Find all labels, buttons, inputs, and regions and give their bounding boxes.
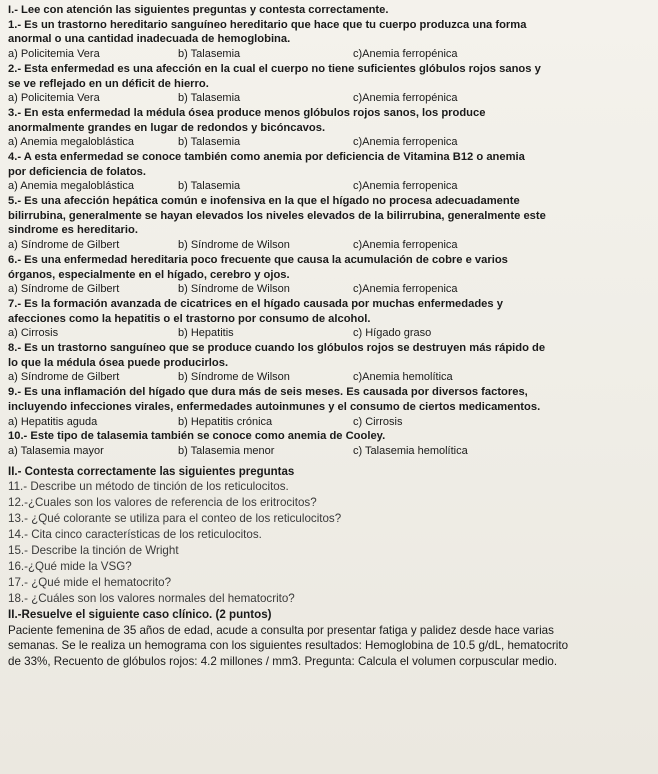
option-c: c)Anemia ferropenica: [353, 180, 458, 193]
question-text: incluyendo infecciones virales, enfermedades autoinmunes y el consumo de ciertos medicamentos.: [8, 400, 541, 413]
question-text: 6.- Es una enfermedad hereditaria poco frecuente que causa la acumulación de cobre e varios: [8, 253, 508, 266]
open-question: 14.- Cita cinco características de los reticulocitos.: [8, 528, 262, 542]
question-text: 7.- Es la formación avanzada de cicatrices en el hígado causada por muchas enfermedades y: [8, 297, 503, 310]
option-a: a) Talasemia mayor: [8, 444, 104, 457]
option-b: b) Talasemia menor: [178, 444, 275, 457]
answer-options: [8, 282, 648, 297]
option-b: b) Talasemia: [178, 48, 241, 61]
answer-options: [8, 91, 648, 106]
option-b: b) Talasemia: [178, 136, 241, 149]
question-text: 8.- Es un trastorno sanguíneo que se produce cuando los glóbulos rojos se destruyen más rápido de: [8, 342, 546, 355]
clinical-case-text: [8, 623, 648, 670]
open-questions-list: [8, 479, 648, 607]
question-text: 10.- Este tipo de talasemia también se conoce como anemia de Cooley.: [8, 430, 386, 443]
question-block: [8, 150, 648, 194]
option-a: a) Cirrosis: [8, 327, 59, 340]
question-block: [8, 253, 648, 297]
question-block: [8, 341, 648, 385]
option-c: c)Anemia ferropénica: [353, 92, 458, 105]
option-b: b) Síndrome de Wilson: [178, 371, 290, 384]
question-text: lo que la médula ósea puede producirlos.: [8, 356, 229, 369]
option-c: c) Talasemia hemolítica: [353, 444, 468, 457]
option-b: b) Síndrome de Wilson: [178, 239, 290, 252]
answer-options: [8, 370, 648, 385]
section1-heading: I.- Lee con atención las siguientes preguntas y contesta correctamente.: [8, 4, 389, 16]
question-text: 2.- Esta enfermedad es una afección en la cual el cuerpo no tiene suficientes glóbulos rojos sanos y: [8, 62, 541, 75]
option-b: b) Hepatitis crónica: [178, 415, 273, 428]
question-text: por deficiencia de folatos.: [8, 165, 147, 178]
section2-heading: II.- Contesta correctamente las siguientes preguntas: [8, 465, 295, 478]
question-block: [8, 385, 648, 429]
open-question: 16.-¿Qué mide la VSG?: [8, 560, 132, 574]
option-b: b) Talasemia: [178, 180, 241, 193]
question-text: 5.- Es una afección hepática común e inofensiva en la que el hígado no procesa adecuadamente: [8, 195, 520, 208]
option-a: a) Policitemia Vera: [8, 48, 100, 61]
answer-options: [8, 47, 648, 62]
case-line: de 33%, Recuento de glóbulos rojos: 4.2 millones / mm3. Pregunta: Calcula el volumen corpuscular medio.: [8, 654, 558, 668]
question-block: [8, 18, 648, 62]
option-c: c)Anemia ferropenica: [353, 283, 458, 296]
answer-options: [8, 135, 648, 150]
option-a: a) Policitemia Vera: [8, 92, 100, 105]
option-c: c) Hígado graso: [353, 327, 432, 340]
multiple-choice-questions: [8, 18, 648, 459]
question-block: [8, 62, 648, 106]
open-question: 11.- Describe un método de tinción de los reticulocitos.: [8, 480, 289, 494]
option-c: c) Cirrosis: [353, 415, 403, 428]
open-question: 17.- ¿Qué mide el hematocrito?: [8, 576, 172, 590]
question-text: anormalmente grandes en lugar de redondos y bicóncavos.: [8, 121, 326, 134]
answer-options: [8, 415, 648, 430]
question-text: 3.- En esta enfermedad la médula ósea produce menos glóbulos rojos sanos, los produce: [8, 106, 486, 119]
open-question: 15.- Describe la tinción de Wright: [8, 544, 179, 558]
section3-heading: II.-Resuelve el siguiente caso clínico. (2 puntos): [8, 608, 272, 622]
answer-options: [8, 326, 648, 341]
option-a: a) Hepatitis aguda: [8, 415, 98, 428]
question-text: anormal o una cantidad inadecuada de hemoglobina.: [8, 33, 291, 46]
answer-options: [8, 444, 648, 459]
question-text: sindrome es hereditario.: [8, 224, 138, 237]
option-c: c)Anemia ferropénica: [353, 48, 458, 61]
option-b: b) Talasemia: [178, 92, 241, 105]
answer-options: [8, 179, 648, 194]
question-text: órganos, especialmente en el hígado, cerebro y ojos.: [8, 268, 290, 281]
option-b: b) Síndrome de Wilson: [178, 283, 290, 296]
option-b: b) Hepatitis: [178, 327, 234, 340]
option-a: a) Síndrome de Gilbert: [8, 239, 120, 252]
open-question: 13.- ¿Qué colorante se utiliza para el conteo de los reticulocitos?: [8, 512, 342, 526]
question-text: se ve reflejado en un déficit de hierro.: [8, 77, 209, 90]
question-text: bilirrubina, generalmente se hayan elevados los niveles elevados de la bilirrubina, generalmente este: [8, 209, 546, 222]
open-question: 12.-¿Cuales son los valores de referencia de los eritrocitos?: [8, 496, 317, 510]
question-block: [8, 194, 648, 253]
option-a: a) Anemia megaloblástica: [8, 136, 134, 149]
option-c: c)Anemia ferropenica: [353, 239, 458, 252]
question-block: [8, 429, 648, 458]
question-text: 9.- Es una inflamación del hígado que dura más de seis meses. Es causada por diversos factores,: [8, 386, 528, 399]
option-c: c)Anemia ferropenica: [353, 136, 458, 149]
question-block: [8, 297, 648, 341]
answer-options: [8, 238, 648, 253]
option-a: a) Anemia megaloblástica: [8, 180, 134, 193]
case-line: Paciente femenina de 35 años de edad, acude a consulta por presentar fatiga y palidez desde hace varias: [8, 623, 554, 637]
question-text: 4.- A esta enfermedad se conoce también como anemia por deficiencia de Vitamina B12 o anemia: [8, 150, 525, 163]
option-a: a) Síndrome de Gilbert: [8, 283, 120, 296]
open-question: 18.- ¿Cuáles son los valores normales del hematocrito?: [8, 592, 295, 606]
question-text: 1.- Es un trastorno hereditario sanguíneo hereditario que hace que tu cuerpo produzca una forma: [8, 18, 527, 31]
question-text: afecciones como la hepatitis o el trastorno por consumo de alcohol.: [8, 312, 371, 325]
option-a: a) Síndrome de Gilbert: [8, 371, 120, 384]
option-c: c)Anemia hemolítica: [353, 371, 453, 384]
case-line: semanas. Se le realiza un hemograma con los siguientes resultados: Hemoglobina de 10.5 g/dL, hematocrito: [8, 639, 569, 653]
question-block: [8, 106, 648, 150]
